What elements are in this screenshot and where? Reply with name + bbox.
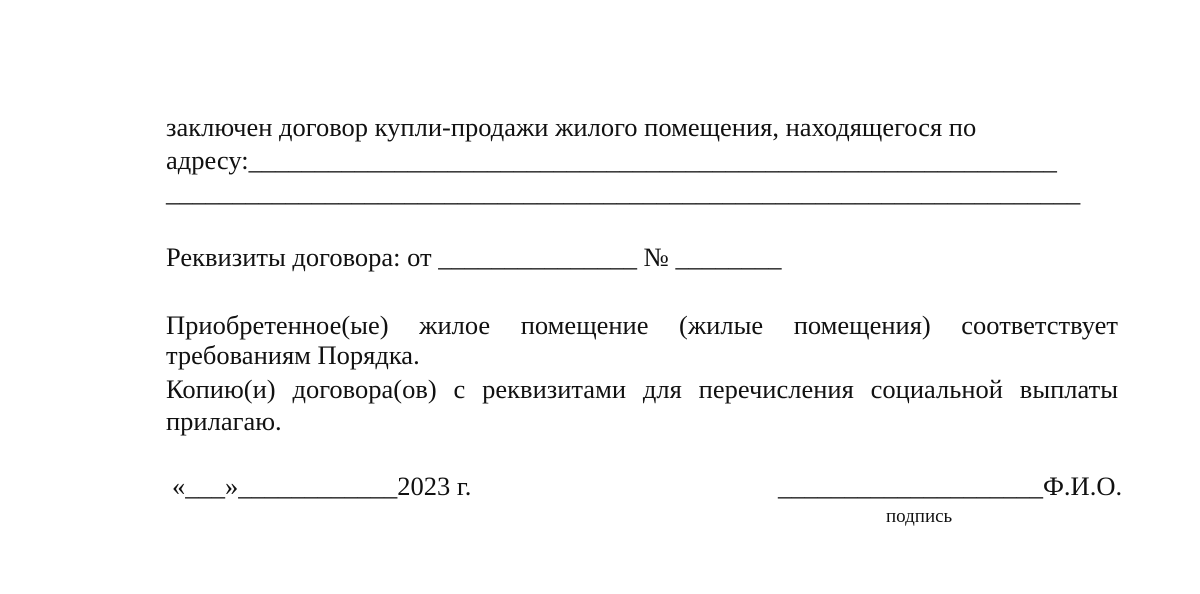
paragraph2-line3: Копию(и) договора(ов) с реквизитами для перечисления социальной выплаты: [166, 374, 1118, 404]
signature-caption: подпись: [886, 506, 953, 527]
contract-requisites-line: Реквизиты договора: от _______________ № ________: [166, 242, 782, 272]
document-page: [166, 0, 1123, 594]
address-line: адресу:_____________________________________________________________: [166, 145, 1057, 175]
paragraph2-line2: требованиям Порядка.: [166, 340, 420, 370]
signature-field-line: ____________________Ф.И.О.: [778, 471, 1123, 501]
date-field-line: «___»____________2023 г.: [172, 471, 472, 501]
address-continuation-line: _____________________________________________________________________: [166, 177, 1081, 207]
paragraph2-line4: прилагаю.: [166, 406, 282, 436]
paragraph1-line1: заключен договор купли-продажи жилого помещения, находящегося по: [166, 112, 977, 142]
paragraph2-line1: Приобретенное(ые) жилое помещение (жилые помещения) соответствует: [166, 310, 1118, 340]
